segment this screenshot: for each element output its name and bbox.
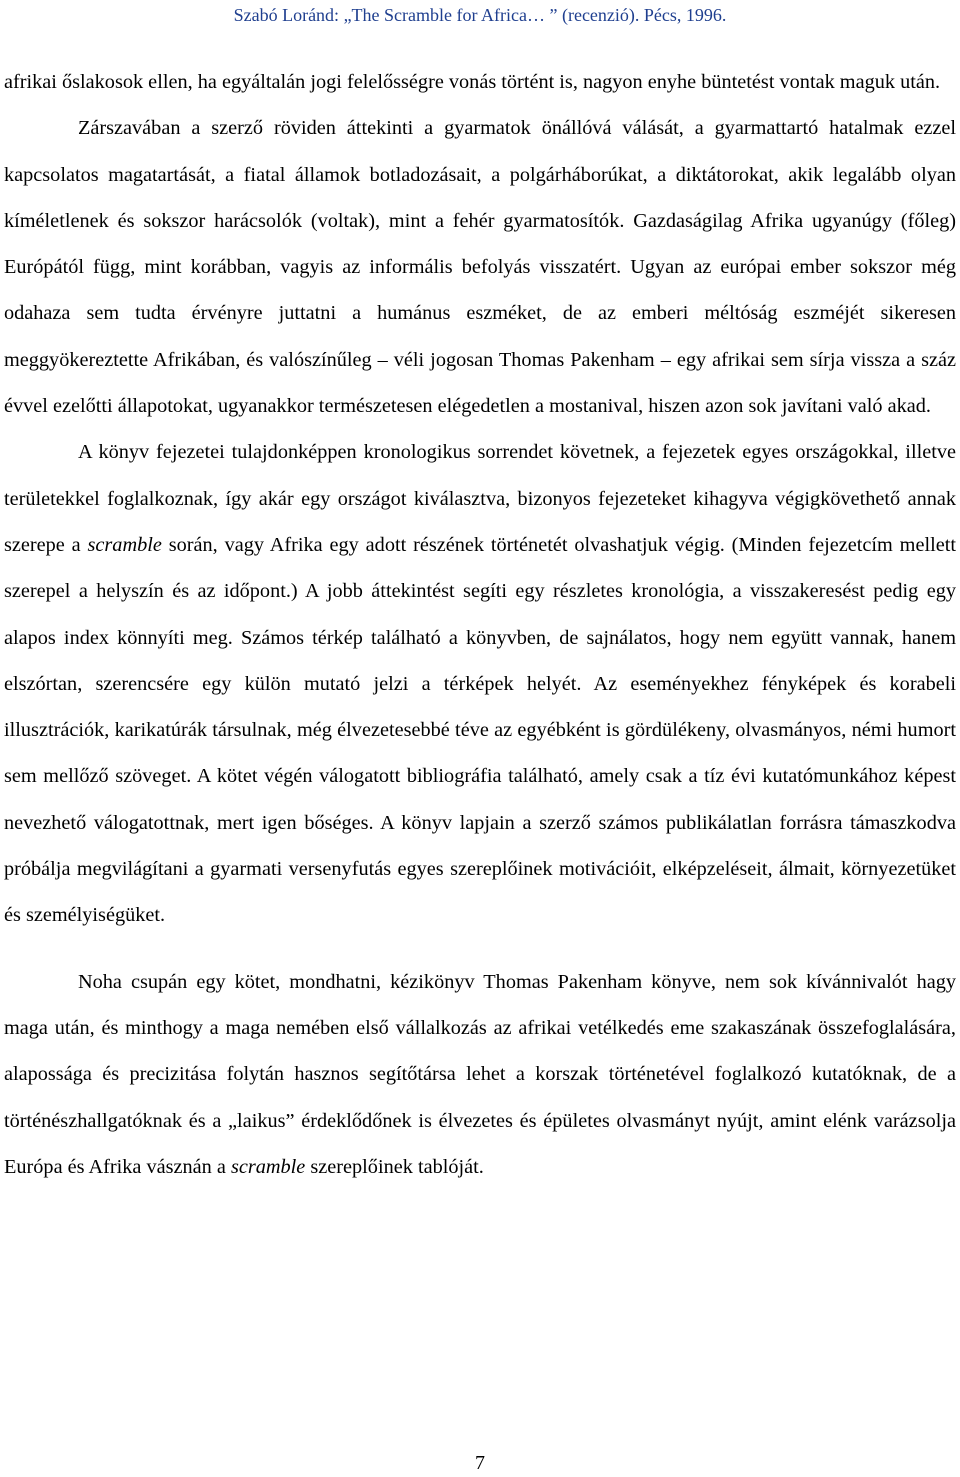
paragraph-4-italic-term: scramble [230,1155,306,1178]
paragraph-3 [4,429,956,938]
paragraph-1: afrikai őslakosok ellen, ha egyáltalán jogi felelősségre vonás történt is, nagyon enyhe büntetést vontak maguk után. [4,71,941,93]
paragraph-3-text-b: során, vagy Afrika egy adott részének történetét olvashatjuk végig. (Minden fejezetcím mellett szerepel a helyszín és az időpont.) A jobb áttekintést segíti egy részletes kronológia, a visszakeresést pedig egy alapos index könnyíti meg. Számos térkép található a könyvben, de sajnálatos, hogy nem együtt vannak, hanem elszórtan, szerencsére egy külön mutató jelzi a térképek helyét. Az eseményekhez fényképek és korabeli illusztrációk, karikatúrák társulnak, még élvezetesebbé téve az egyébként is gördülékeny, olvasmányos, némi humort sem mellőző szöveget. A kötet végén válogatott bibliográfia található, amely csak a tíz évi kutatómunkához képest nevezhető válogatottnak, mert igen bőséges. A könyv lapjain a szerző számos publikálatlan forrásra támaszkodva próbálja megvilágítani a gyarmati versenyfutás egyes szereplőinek motivációit, elképzeléseit, álmait, környezetüket és személyiségüket. [4,533,956,927]
paragraph-4-text-b: szereplőinek tablóját. [305,1155,484,1178]
running-header: Szabó Loránd: „The Scramble for Africa… ” (recenzió). Pécs, 1996. [233,5,727,25]
page-number: 7 [475,1452,485,1474]
paragraph-2: Zárszavában a szerző röviden áttekinti a gyarmatok önállóvá válását, a gyarmattartó hatalmak ezzel kapcsolatos magatartását, a fiatal államok botladozásait, a polgárháborúkat, a diktátorokat, akik legalább olyan kíméletlenek és sokszor harácsolók (voltak), mint a fehér gyarmatosítók. Gazdaságilag Afrika ugyanúgy (főleg) Európától függ, mint korábban, vagyis az informális befolyás visszatért. Ugyan az európai ember sokszor még odahaza sem tudta érvényre juttatni a humánus eszméket, de az emberi méltóság eszméjét sikeresen meggyökereztette Afrikában, és valószínűleg – véli jogosan Thomas Pakenham – egy afrikai sem sírja vissza a száz évvel ezelőtti állapotokat, ugyanakkor természetesen elégedetlen a mostanival, hiszen azon sok javítani való akad. [4,117,956,418]
paragraph-3-italic-term: scramble [87,533,162,556]
paragraph-4-text-a: Noha csupán egy kötet, mondhatni, kézikönyv Thomas Pakenham könyve, nem sok kívánnivalót hagy maga után, és minthogy a maga nemében első vállalkozás az afrikai vetélkedés eme szakaszának összefoglalására, alapossága és precizitása folytán hasznos segítőtársa lehet a korszak történetével foglalkozó kutatóknak, de a történészhallgatóknak és a „laikus” érdeklődőnek is élvezetes és épületes olvasmányt nyújt, amint elénk varázsolja Európa és Afrika vásznán a [4,970,956,1178]
page-body [4,59,956,1190]
paragraph-4 [4,959,956,1190]
paragraph-3-text-a: A könyv fejezetei tulajdonképpen kronologikus sorrendet követnek, a fejezetek egyes országokkal, illetve területekkel foglalkoznak, így akár egy országot kiválasztva, bizonyos fejezeteket kihagyva végigkövethető annak szerepe a [4,441,956,556]
